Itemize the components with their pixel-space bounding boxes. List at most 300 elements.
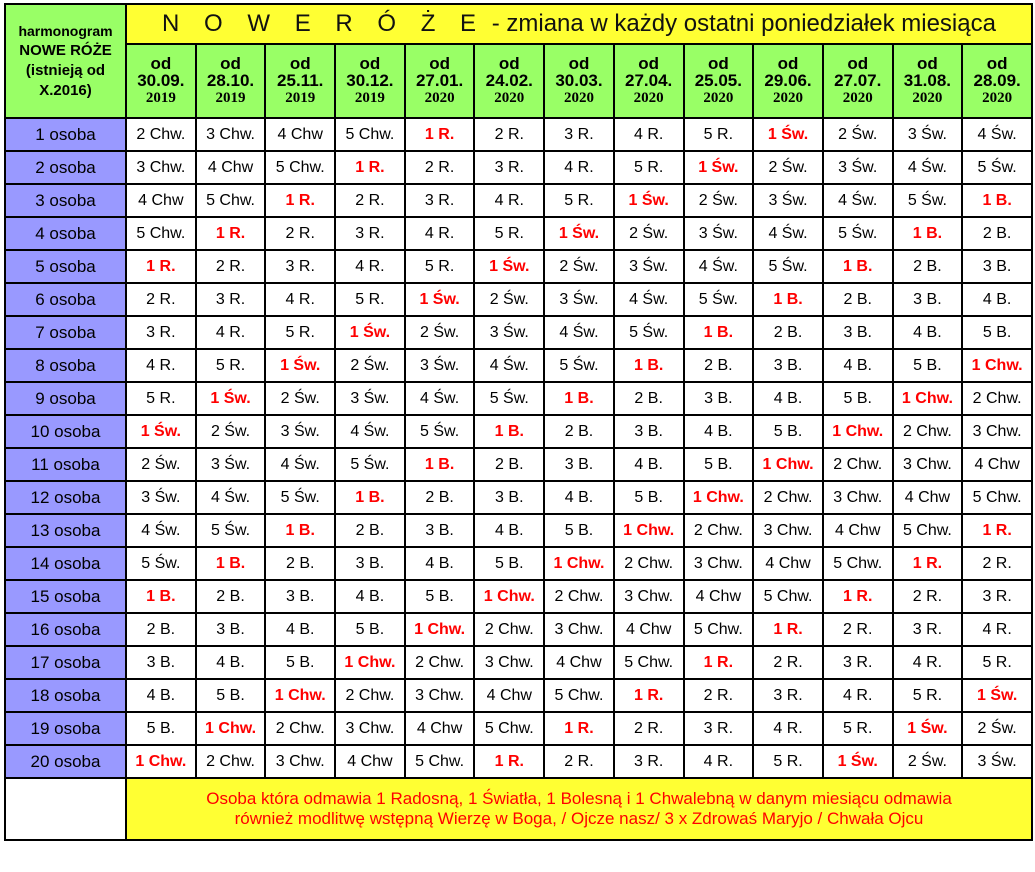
- mystery-cell: 2 Chw.: [196, 745, 266, 778]
- mystery-cell: 4 B.: [265, 613, 335, 646]
- mystery-cell: 2 Chw.: [405, 646, 475, 679]
- date-day-month: 28.10.: [206, 71, 255, 90]
- mystery-cell: 3 B.: [196, 613, 266, 646]
- mystery-cell: 3 Chw.: [335, 712, 405, 745]
- person-label: 1 osoba: [5, 118, 126, 151]
- mystery-cell: 1 R.: [474, 745, 544, 778]
- mystery-cell: 2 B.: [823, 283, 893, 316]
- mystery-cell: 3 Chw.: [893, 448, 963, 481]
- person-label: 9 osoba: [5, 382, 126, 415]
- date-header: [474, 44, 544, 118]
- mystery-cell: 5 Św.: [753, 250, 823, 283]
- person-label: 8 osoba: [5, 349, 126, 382]
- mystery-cell: 3 Św.: [544, 283, 614, 316]
- table-row: [5, 547, 1032, 580]
- mystery-cell: 2 B.: [405, 481, 475, 514]
- date-day-month: 25.11.: [277, 71, 324, 90]
- mystery-cell: 3 Św.: [405, 349, 475, 382]
- corner-line1: harmonogram: [18, 23, 113, 39]
- mystery-cell: 4 Św.: [265, 448, 335, 481]
- corner-label: [5, 4, 126, 118]
- mystery-cell: 3 R.: [753, 679, 823, 712]
- date-prefix: od: [568, 54, 590, 73]
- mystery-cell: 1 B.: [753, 283, 823, 316]
- date-header: [544, 44, 614, 118]
- mystery-cell: 3 Chw.: [265, 745, 335, 778]
- mystery-cell: 5 R.: [614, 151, 684, 184]
- mystery-cell: 1 Chw.: [962, 349, 1032, 382]
- mystery-cell: 4 R.: [544, 151, 614, 184]
- corner-line2: NOWE RÓŻE: [19, 42, 112, 59]
- mystery-cell: 3 Chw.: [753, 514, 823, 547]
- mystery-cell: 4 Chw: [335, 745, 405, 778]
- date-year: 2020: [982, 90, 1013, 106]
- mystery-cell: 2 Chw.: [126, 118, 196, 151]
- mystery-cell: 5 B.: [753, 415, 823, 448]
- mystery-cell: 3 B.: [126, 646, 196, 679]
- date-year: 2020: [842, 90, 873, 106]
- mystery-cell: 2 Chw.: [823, 448, 893, 481]
- mystery-cell: 3 B.: [962, 250, 1032, 283]
- mystery-cell: 3 R.: [614, 745, 684, 778]
- mystery-cell: 3 R.: [544, 118, 614, 151]
- mystery-cell: 1 Św.: [405, 283, 475, 316]
- date-header: [962, 44, 1032, 118]
- mystery-cell: 1 Chw.: [753, 448, 823, 481]
- mystery-cell: 5 Chw.: [196, 184, 266, 217]
- mystery-cell: 5 Chw.: [335, 118, 405, 151]
- mystery-cell: 5 B.: [474, 547, 544, 580]
- footer-empty-cell: [5, 778, 126, 840]
- mystery-cell: 3 Św.: [474, 316, 544, 349]
- mystery-cell: 3 R.: [474, 151, 544, 184]
- person-label: 11 osoba: [5, 448, 126, 481]
- date-year: 2020: [563, 90, 594, 106]
- mystery-cell: 3 Św.: [823, 151, 893, 184]
- mystery-cell: 3 Św.: [335, 382, 405, 415]
- mystery-cell: 4 Św.: [893, 151, 963, 184]
- person-label: 3 osoba: [5, 184, 126, 217]
- person-label: 2 osoba: [5, 151, 126, 184]
- mystery-cell: 4 R.: [196, 316, 266, 349]
- mystery-cell: 4 Chw: [126, 184, 196, 217]
- mystery-cell: 4 B.: [474, 514, 544, 547]
- mystery-cell: 3 R.: [265, 250, 335, 283]
- mystery-cell: 4 Św.: [753, 217, 823, 250]
- mystery-cell: 1 Chw.: [614, 514, 684, 547]
- mystery-cell: 4 R.: [265, 283, 335, 316]
- mystery-cell: 4 B.: [823, 349, 893, 382]
- mystery-cell: 4 R.: [684, 745, 754, 778]
- date-day-month: 27.04.: [625, 71, 673, 90]
- table-row: [5, 316, 1032, 349]
- mystery-cell: 5 Chw.: [544, 679, 614, 712]
- mystery-cell: 5 Chw.: [753, 580, 823, 613]
- mystery-cell: 4 Św.: [823, 184, 893, 217]
- mystery-cell: 4 R.: [405, 217, 475, 250]
- mystery-cell: 4 B.: [962, 283, 1032, 316]
- mystery-cell: 4 Chw: [962, 448, 1032, 481]
- table-row: [5, 250, 1032, 283]
- mystery-cell: 1 B.: [405, 448, 475, 481]
- mystery-cell: 5 B.: [962, 316, 1032, 349]
- mystery-cell: 2 Chw.: [614, 547, 684, 580]
- mystery-cell: 2 Św.: [962, 712, 1032, 745]
- mystery-cell: 4 Św.: [684, 250, 754, 283]
- mystery-cell: 1 R.: [405, 118, 475, 151]
- mystery-cell: 2 R.: [823, 613, 893, 646]
- mystery-cell: 5 R.: [684, 118, 754, 151]
- mystery-cell: 5 B.: [684, 448, 754, 481]
- date-prefix: od: [220, 54, 241, 73]
- mystery-cell: 2 Chw.: [753, 481, 823, 514]
- mystery-cell: 1 Chw.: [823, 415, 893, 448]
- mystery-cell: 2 Św.: [126, 448, 196, 481]
- mystery-cell: 1 Chw.: [474, 580, 544, 613]
- mystery-cell: 4 B.: [684, 415, 754, 448]
- mystery-cell: 4 Św.: [196, 481, 266, 514]
- mystery-cell: 3 Chw.: [684, 547, 754, 580]
- mystery-cell: 1 Św.: [614, 184, 684, 217]
- mystery-cell: 2 B.: [962, 217, 1032, 250]
- mystery-cell: 2 B.: [126, 613, 196, 646]
- date-day-month: 30.03.: [555, 71, 603, 90]
- mystery-cell: 1 B.: [265, 514, 335, 547]
- mystery-cell: 4 B.: [544, 481, 614, 514]
- mystery-cell: 3 Św.: [614, 250, 684, 283]
- mystery-cell: 4 Św.: [335, 415, 405, 448]
- date-day-month: 30.12.: [346, 71, 394, 90]
- date-day-month: 31.08.: [903, 71, 952, 90]
- mystery-cell: 3 Chw.: [126, 151, 196, 184]
- mystery-cell: 5 B.: [126, 712, 196, 745]
- mystery-cell: 2 B.: [474, 448, 544, 481]
- mystery-cell: 4 R.: [823, 679, 893, 712]
- date-header: [405, 44, 475, 118]
- mystery-cell: 2 R.: [753, 646, 823, 679]
- date-header: [126, 44, 196, 118]
- mystery-cell: 4 R.: [335, 250, 405, 283]
- person-label: 16 osoba: [5, 613, 126, 646]
- date-day-month: 24.02.: [485, 71, 533, 90]
- mystery-cell: 4 Chw: [614, 613, 684, 646]
- mystery-cell: 5 Św.: [823, 217, 893, 250]
- mystery-cell: 1 Św.: [684, 151, 754, 184]
- mystery-cell: 5 Św.: [684, 283, 754, 316]
- title-spaced: N O W E R Ó Ż E: [162, 10, 486, 37]
- mystery-cell: 5 R.: [962, 646, 1032, 679]
- mystery-cell: 1 Chw.: [265, 679, 335, 712]
- person-label: 12 osoba: [5, 481, 126, 514]
- person-label: 17 osoba: [5, 646, 126, 679]
- mystery-cell: 4 Św.: [544, 316, 614, 349]
- mystery-cell: 4 Chw: [544, 646, 614, 679]
- mystery-cell: 3 B.: [614, 415, 684, 448]
- date-header: [753, 44, 823, 118]
- date-prefix: od: [498, 54, 520, 73]
- mystery-cell: 5 B.: [405, 580, 475, 613]
- mystery-cell: 1 R.: [753, 613, 823, 646]
- mystery-cell: 5 B.: [335, 613, 405, 646]
- mystery-cell: 5 R.: [474, 217, 544, 250]
- mystery-cell: 3 B.: [405, 514, 475, 547]
- date-year: 2020: [494, 90, 525, 106]
- mystery-cell: 2 R.: [962, 547, 1032, 580]
- mystery-cell: 1 Chw.: [544, 547, 614, 580]
- table-row: [5, 382, 1032, 415]
- date-prefix: od: [777, 54, 799, 73]
- mystery-cell: 3 R.: [823, 646, 893, 679]
- corner-line4: X.2016): [39, 82, 92, 99]
- mystery-cell: 5 R.: [753, 745, 823, 778]
- mystery-cell: 5 Św.: [893, 184, 963, 217]
- mystery-cell: 2 Św.: [753, 151, 823, 184]
- mystery-cell: 5 Chw.: [474, 712, 544, 745]
- mystery-cell: 2 Św.: [405, 316, 475, 349]
- mystery-cell: 4 B.: [893, 316, 963, 349]
- table-row: [5, 613, 1032, 646]
- mystery-cell: 1 Chw.: [196, 712, 266, 745]
- mystery-cell: 3 Św.: [962, 745, 1032, 778]
- mystery-cell: 5 Św.: [265, 481, 335, 514]
- mystery-cell: 1 Chw.: [405, 613, 475, 646]
- mystery-cell: 3 Św.: [126, 481, 196, 514]
- mystery-cell: 5 B.: [614, 481, 684, 514]
- mystery-cell: 1 Św.: [126, 415, 196, 448]
- mystery-cell: 5 Św.: [405, 415, 475, 448]
- mystery-cell: 5 R.: [265, 316, 335, 349]
- date-year: 2020: [912, 90, 943, 106]
- mystery-cell: 3 Chw.: [823, 481, 893, 514]
- date-day-month: 29.06.: [764, 71, 812, 90]
- mystery-cell: 4 Chw: [265, 118, 335, 151]
- mystery-cell: 5 Chw.: [823, 547, 893, 580]
- mystery-cell: 3 B.: [265, 580, 335, 613]
- date-header: [196, 44, 266, 118]
- footer-row: [5, 778, 1032, 840]
- table-row: [5, 118, 1032, 151]
- mystery-cell: 2 B.: [265, 547, 335, 580]
- mystery-cell: 3 Chw.: [474, 646, 544, 679]
- mystery-cell: 2 Chw.: [544, 580, 614, 613]
- mystery-cell: 2 B.: [684, 349, 754, 382]
- mystery-cell: 4 Chw: [823, 514, 893, 547]
- person-label: 15 osoba: [5, 580, 126, 613]
- mystery-cell: 2 Św.: [893, 745, 963, 778]
- mystery-cell: 3 R.: [962, 580, 1032, 613]
- date-year: 2019: [354, 90, 385, 106]
- date-prefix: od: [429, 54, 450, 73]
- title-row: [5, 4, 1032, 44]
- person-label: 4 osoba: [5, 217, 126, 250]
- mystery-cell: 5 Chw.: [265, 151, 335, 184]
- date-year: 2020: [633, 90, 664, 106]
- mystery-cell: 3 R.: [684, 712, 754, 745]
- mystery-cell: 5 R.: [196, 349, 266, 382]
- mystery-cell: 1 R.: [893, 547, 963, 580]
- date-year: 2020: [703, 90, 734, 106]
- mystery-cell: 4 R.: [753, 712, 823, 745]
- person-label: 7 osoba: [5, 316, 126, 349]
- mystery-cell: 5 Św.: [335, 448, 405, 481]
- mystery-cell: 1 B.: [196, 547, 266, 580]
- mystery-cell: 5 B.: [544, 514, 614, 547]
- mystery-cell: 2 R.: [614, 712, 684, 745]
- mystery-cell: 1 Św.: [474, 250, 544, 283]
- mystery-cell: 2 R.: [196, 250, 266, 283]
- table-row: [5, 679, 1032, 712]
- mystery-cell: 5 B.: [196, 679, 266, 712]
- page-title: [126, 4, 1032, 44]
- mystery-cell: 5 Chw.: [684, 613, 754, 646]
- mystery-cell: 2 B.: [196, 580, 266, 613]
- mystery-cell: 1 Chw.: [893, 382, 963, 415]
- mystery-cell: 4 Św.: [962, 118, 1032, 151]
- mystery-cell: 2 Chw.: [962, 382, 1032, 415]
- date-header: [823, 44, 893, 118]
- mystery-cell: 1 B.: [962, 184, 1032, 217]
- mystery-cell: 2 R.: [474, 118, 544, 151]
- mystery-cell: 1 R.: [962, 514, 1032, 547]
- mystery-cell: 1 B.: [684, 316, 754, 349]
- date-prefix: od: [289, 54, 311, 73]
- mystery-cell: 4 R.: [962, 613, 1032, 646]
- mystery-cell: 3 Chw.: [962, 415, 1032, 448]
- mystery-cell: 4 B.: [614, 448, 684, 481]
- mystery-cell: 3 R.: [893, 613, 963, 646]
- mystery-cell: 3 B.: [335, 547, 405, 580]
- mystery-cell: 5 Św.: [474, 382, 544, 415]
- date-year: 2019: [285, 90, 316, 106]
- mystery-cell: 4 B.: [335, 580, 405, 613]
- footer-line2: również modlitwę wstępną Wierzę w Boga, / Ojcze nasz/ 3 x Zdrowaś Maryjo / Chwała Ojcu: [234, 809, 924, 828]
- mystery-cell: 1 R.: [196, 217, 266, 250]
- mystery-cell: 5 Chw.: [405, 745, 475, 778]
- mystery-cell: 2 R.: [126, 283, 196, 316]
- mystery-cell: 5 Chw.: [614, 646, 684, 679]
- mystery-cell: 4 Św.: [405, 382, 475, 415]
- mystery-cell: 2 B.: [753, 316, 823, 349]
- mystery-cell: 1 B.: [474, 415, 544, 448]
- mystery-cell: 1 Św.: [823, 745, 893, 778]
- mystery-cell: 2 Chw.: [265, 712, 335, 745]
- mystery-cell: 4 B.: [753, 382, 823, 415]
- mystery-cell: 1 Chw.: [126, 745, 196, 778]
- mystery-cell: 2 Św.: [823, 118, 893, 151]
- mystery-cell: 1 B.: [823, 250, 893, 283]
- mystery-cell: 5 Św.: [962, 151, 1032, 184]
- mystery-cell: 2 R.: [265, 217, 335, 250]
- mystery-cell: 4 B.: [126, 679, 196, 712]
- table-row: [5, 283, 1032, 316]
- date-header: [893, 44, 963, 118]
- mystery-cell: 1 Chw.: [684, 481, 754, 514]
- mystery-cell: 3 Św.: [893, 118, 963, 151]
- date-year: 2020: [773, 90, 804, 106]
- mystery-cell: 1 Św.: [893, 712, 963, 745]
- mystery-cell: 4 Św.: [474, 349, 544, 382]
- mystery-cell: 3 R.: [196, 283, 266, 316]
- date-year: 2020: [424, 90, 455, 106]
- table-row: [5, 745, 1032, 778]
- footer-note: [126, 778, 1032, 840]
- mystery-cell: 3 Św.: [265, 415, 335, 448]
- mystery-cell: 5 R.: [335, 283, 405, 316]
- mystery-cell: 2 Św.: [614, 217, 684, 250]
- date-prefix: od: [847, 54, 869, 73]
- mystery-cell: 1 Św.: [544, 217, 614, 250]
- table-row: [5, 415, 1032, 448]
- mystery-cell: 2 B.: [893, 250, 963, 283]
- date-prefix: od: [638, 54, 660, 73]
- mystery-cell: 3 Chw.: [196, 118, 266, 151]
- mystery-cell: 4 Chw: [893, 481, 963, 514]
- mystery-cell: 4 B.: [196, 646, 266, 679]
- date-day-month: 30.09.: [137, 71, 185, 90]
- person-label: 6 osoba: [5, 283, 126, 316]
- mystery-cell: 3 Św.: [196, 448, 266, 481]
- date-year: 2019: [145, 90, 176, 106]
- corner-line3: (istnieją od: [25, 62, 106, 79]
- mystery-cell: 1 B.: [126, 580, 196, 613]
- date-header: [614, 44, 684, 118]
- mystery-cell: 5 B.: [823, 382, 893, 415]
- mystery-cell: 5 Św.: [196, 514, 266, 547]
- mystery-cell: 4 Chw: [196, 151, 266, 184]
- table-row: [5, 151, 1032, 184]
- date-header: [265, 44, 335, 118]
- mystery-cell: 1 R.: [335, 151, 405, 184]
- mystery-cell: 3 B.: [893, 283, 963, 316]
- mystery-cell: 2 Św.: [265, 382, 335, 415]
- table-row: [5, 514, 1032, 547]
- person-label: 14 osoba: [5, 547, 126, 580]
- mystery-cell: 1 R.: [265, 184, 335, 217]
- mystery-cell: 2 Św.: [196, 415, 266, 448]
- mystery-cell: 2 B.: [335, 514, 405, 547]
- date-prefix: od: [707, 54, 729, 73]
- mystery-cell: 1 Św.: [753, 118, 823, 151]
- mystery-cell: 2 R.: [684, 679, 754, 712]
- mystery-cell: 2 R.: [405, 151, 475, 184]
- date-day-month: 28.09.: [973, 71, 1021, 90]
- mystery-cell: 2 Chw.: [474, 613, 544, 646]
- table-row: [5, 712, 1032, 745]
- mystery-cell: 5 Św.: [126, 547, 196, 580]
- mystery-cell: 1 R.: [684, 646, 754, 679]
- mystery-cell: 4 R.: [614, 118, 684, 151]
- date-header-row: [5, 44, 1032, 118]
- mystery-cell: 3 R.: [335, 217, 405, 250]
- mystery-cell: 4 Chw: [405, 712, 475, 745]
- schedule-wrapper: [4, 3, 1033, 841]
- mystery-cell: 4 Chw: [753, 547, 823, 580]
- mystery-cell: 5 Św.: [544, 349, 614, 382]
- person-label: 19 osoba: [5, 712, 126, 745]
- mystery-cell: 2 Chw.: [335, 679, 405, 712]
- mystery-cell: 5 R.: [544, 184, 614, 217]
- table-row: [5, 481, 1032, 514]
- mystery-cell: 3 R.: [405, 184, 475, 217]
- mystery-cell: 1 B.: [893, 217, 963, 250]
- date-prefix: od: [917, 54, 938, 73]
- mystery-cell: 2 Św.: [544, 250, 614, 283]
- mystery-cell: 4 R.: [893, 646, 963, 679]
- mystery-cell: 4 Chw: [474, 679, 544, 712]
- mystery-cell: 1 R.: [544, 712, 614, 745]
- mystery-cell: 2 B.: [544, 415, 614, 448]
- footer-line1: Osoba która odmawia 1 Radosną, 1 Światła, 1 Bolesną i 1 Chwalebną w danym miesiącu odmawia: [206, 789, 952, 808]
